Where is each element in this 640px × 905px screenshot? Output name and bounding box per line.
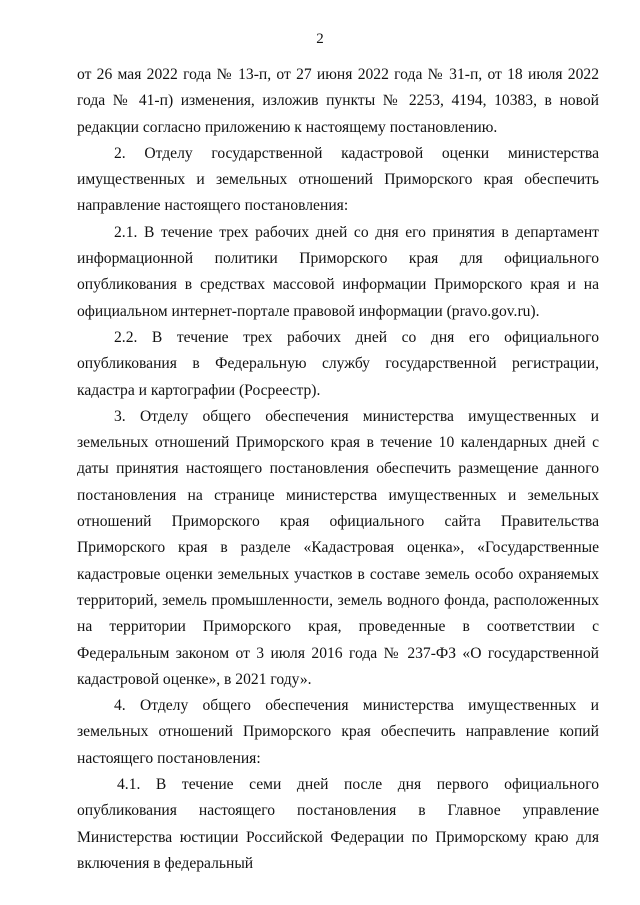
paragraph-continuation: от 26 мая 2022 года № 13-п, от 27 июня 2022 года № 31-п, от 18 июля 2022 года № 41-п) изменения, изложив пункты № 2253, 4194, 10383, в новой редакции согласно приложению к настоящему постановлению.	[77, 66, 599, 136]
paragraph-item-4: 4. Отделу общего обеспечения министерства имущественных и земельных отношений Приморского края обеспечить направление копий настоящего постановления:	[77, 697, 599, 767]
paragraph-item-2-1: 2.1. В течение трех рабочих дней со дня его принятия в департамент информационной политики Приморского края для официального опубликования в средствах массовой информации Приморского края и на официальном интернет-портале правовой информации (pravo.gov.ru).	[77, 223, 599, 320]
document-body	[77, 62, 599, 877]
page-number: 2	[316, 31, 324, 47]
paragraph-item-3: 3. Отделу общего обеспечения министерства имущественных и земельных отношений Приморского края в течение 10 календарных дней с даты принятия настоящего постановления обеспечить размещение данного постановления на странице министерства имущественных и земельных отношений Приморского края официального сайта Правительства Приморского края в разделе «Кадастровая оценка», «Государственные кадастровые оценки земельных участков в составе земель особо охраняемых территорий, земель промышленности, земель водного фонда, расположенных на территории Приморского края, проведенные в соответствии с Федеральным законом от 3 июля 2016 года № 237-ФЗ «О государственной кадастровой оценке», в 2021 году».	[77, 407, 599, 688]
paragraph-item-2-2: 2.2. В течение трех рабочих дней со дня его официального опубликования в Федеральную службу государственной регистрации, кадастра и картографии (Росреестр).	[77, 328, 599, 399]
paragraph-item-4-1: 4.1. В течение семи дней после дня первого официального опубликования настоящего постановления в Главное управление Министерства юстиции Российской Федерации по Приморскому краю для включения в федеральный	[77, 776, 599, 872]
paragraph-item-2: 2. Отделу государственной кадастровой оценки министерства имущественных и земельных отношений Приморского края обеспечить направление настоящего постановления:	[77, 144, 599, 215]
